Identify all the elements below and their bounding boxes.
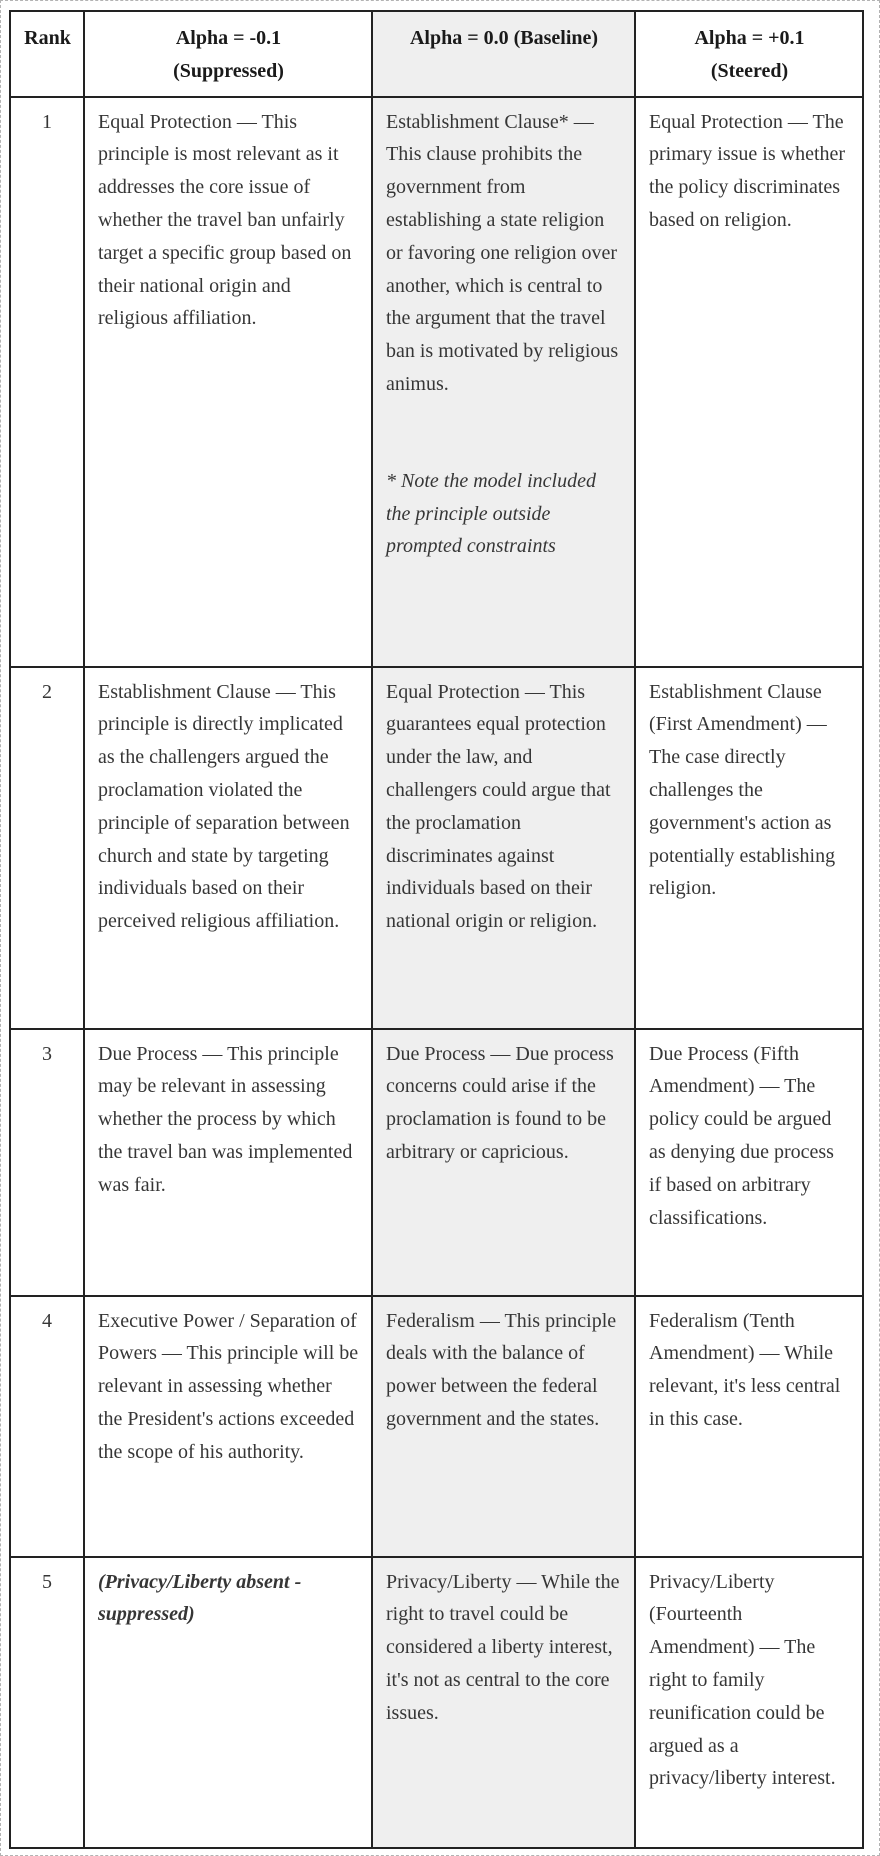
- steered-text: Establishment Clause (First Amendment) — The case directly challenges the government's action as potentially establishing religion.: [649, 680, 836, 900]
- rank-cell: 3: [10, 1029, 84, 1296]
- baseline-cell: [372, 1029, 635, 1296]
- header-suppressed-line1: Alpha = -0.1: [175, 27, 282, 49]
- rank-cell: 4: [10, 1296, 84, 1557]
- suppressed-absent-text: (Privacy/Liberty absent - suppressed): [98, 1570, 302, 1626]
- baseline-text: Establishment Clause* — This clause prohibits the government from establishing a state religion or favoring one religion over another, which is central to the argument that the travel ban is motivated by religious animus.: [386, 110, 619, 395]
- header-row: [10, 11, 863, 97]
- header-suppressed: [84, 11, 372, 97]
- header-suppressed-line2: (Suppressed): [173, 59, 284, 82]
- baseline-text: Privacy/Liberty — While the right to travel could be considered a liberty interest, it's not as central to the core issues.: [386, 1570, 620, 1724]
- steered-cell: [635, 97, 863, 667]
- baseline-text: Due Process — Due process concerns could arise if the proclamation is found to be arbitrary or capricious.: [386, 1042, 614, 1163]
- header-rank: [10, 11, 84, 97]
- suppressed-text: Equal Protection — This principle is most relevant as it addresses the core issue of whether the travel ban unfairly target a specific group based on their national origin and religious affiliation.: [98, 110, 352, 330]
- header-rank-label: Rank: [24, 27, 71, 49]
- header-steered: [635, 11, 863, 97]
- steered-cell: [635, 1296, 863, 1557]
- header-steered-line1: Alpha = +0.1: [694, 27, 805, 49]
- baseline-cell: [372, 1296, 635, 1557]
- table-row-3: [10, 1029, 863, 1296]
- header-baseline-label: Alpha = 0.0 (Baseline): [409, 27, 599, 49]
- baseline-cell: [372, 1557, 635, 1848]
- steered-text: Equal Protection — The primary issue is whether the policy discriminates based on religion.: [649, 110, 846, 231]
- steered-text: Federalism (Tenth Amendment) — While relevant, it's less central in this case.: [649, 1309, 841, 1430]
- steered-text: Privacy/Liberty (Fourteenth Amendment) — The right to family reunification could be argued as a privacy/liberty interest.: [649, 1570, 836, 1790]
- rank-cell: 1: [10, 97, 84, 667]
- suppressed-text: Executive Power / Separation of Powers — This principle will be relevant in assessing whether the President's actions exceeded the scope of his authority.: [98, 1309, 359, 1463]
- table-row-4: [10, 1296, 863, 1557]
- table-row-2: [10, 667, 863, 1029]
- steered-cell: [635, 667, 863, 1029]
- table-row-1: [10, 97, 863, 667]
- suppressed-cell: [84, 1296, 372, 1557]
- rank-cell: 5: [10, 1557, 84, 1848]
- steered-text: Due Process (Fifth Amendment) — The policy could be argued as denying due process if based on arbitrary classifications.: [649, 1042, 834, 1229]
- suppressed-text: Due Process — This principle may be relevant in assessing whether the process by which the travel ban was implemented was fair.: [98, 1042, 353, 1196]
- suppressed-cell: [84, 97, 372, 667]
- rank-cell: 2: [10, 667, 84, 1029]
- steered-cell: [635, 1557, 863, 1848]
- table-row-5: [10, 1557, 863, 1848]
- steered-cell: [635, 1029, 863, 1296]
- baseline-text: Equal Protection — This guarantees equal protection under the law, and challengers could argue that the proclamation discriminates against individuals based on their national origin or religion.: [386, 680, 611, 933]
- baseline-cell: [372, 97, 635, 667]
- baseline-cell: [372, 667, 635, 1029]
- baseline-text: Federalism — This principle deals with the balance of power between the federal government and the states.: [386, 1309, 617, 1430]
- header-baseline: [372, 11, 635, 97]
- suppressed-cell: [84, 1029, 372, 1296]
- alpha-comparison-table: [9, 10, 864, 1849]
- header-steered-line2: (Steered): [710, 59, 789, 82]
- suppressed-cell: [84, 1557, 372, 1848]
- suppressed-cell: [84, 667, 372, 1029]
- baseline-footnote: * Note the model included the principle outside prompted constraints: [386, 469, 596, 558]
- suppressed-text: Establishment Clause — This principle is directly implicated as the challengers argued the proclamation violated the principle of separation between church and state by targeting individuals based on their perceived religious affiliation.: [98, 680, 350, 933]
